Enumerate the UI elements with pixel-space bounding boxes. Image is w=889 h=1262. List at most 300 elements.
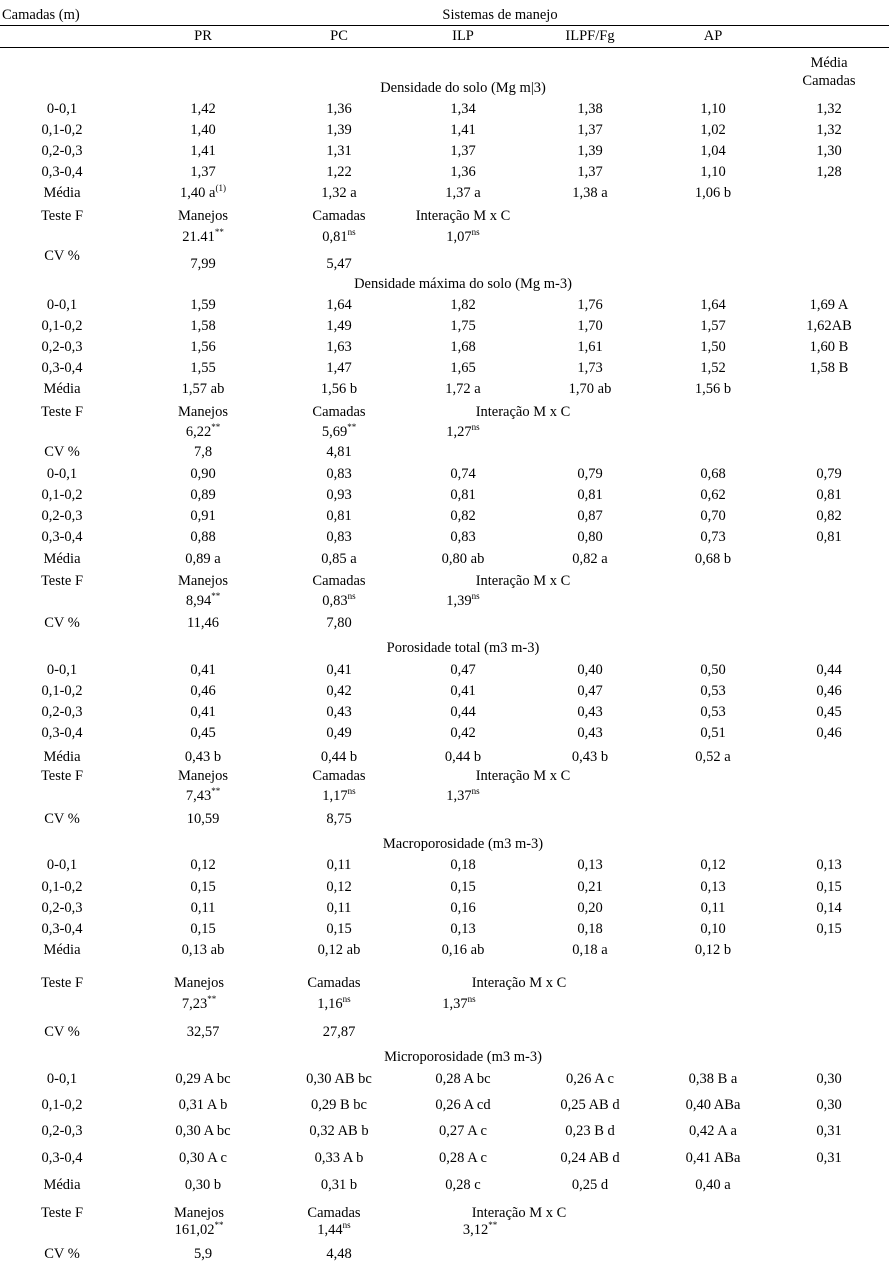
- ftest-camadas-value: [322, 788, 355, 804]
- media-label: Média: [43, 942, 81, 958]
- table-cell: 0,11: [326, 857, 352, 873]
- table-cell: 0,12: [190, 857, 216, 873]
- table-cell: 1,75: [450, 318, 476, 334]
- cv-value-manejos: 11,46: [186, 615, 220, 631]
- ftest-manejos-value: [182, 996, 216, 1012]
- mean-layers-header-1: Média: [810, 55, 848, 71]
- ftest-manejos-label: Manejos: [178, 573, 228, 589]
- col-header-ap: AP: [703, 28, 723, 44]
- table-cell: 1,42: [190, 101, 216, 117]
- media-value: 0,12 ab: [317, 942, 361, 958]
- table-cell: 0,15: [190, 921, 216, 937]
- media-cell: [185, 551, 220, 567]
- media-label: Média: [43, 749, 81, 765]
- ftest-manejos-value: [186, 788, 220, 804]
- table-cell: 0,68: [700, 466, 726, 482]
- value-text: 21.41: [182, 229, 215, 245]
- ftest-camadas-label: Camadas: [307, 975, 361, 991]
- table-cell: 0,45: [190, 725, 216, 741]
- ftest-camadas-value: [322, 424, 356, 440]
- table-cell: 0,41: [190, 704, 216, 720]
- table-cell: 0,26 A c: [566, 1071, 614, 1087]
- table-cell: 1,37: [577, 122, 603, 138]
- cv-value-manejos: 7,99: [190, 256, 216, 272]
- table-cell: 0,91: [190, 508, 216, 524]
- significance-mark: ns: [471, 422, 480, 433]
- media-cell: [182, 381, 225, 397]
- table-cell: 1,59: [190, 297, 216, 313]
- layer-mean-cell: 0,44: [816, 662, 842, 678]
- section-title-text: Densidade máxima do solo (Mg m-3): [354, 276, 572, 292]
- cv-value-camadas: 27,87: [322, 1024, 356, 1040]
- table-cell: 1,47: [326, 360, 352, 376]
- table-cell: 0,41: [190, 662, 216, 678]
- layer-label: 0,2-0,3: [41, 1123, 83, 1139]
- table-cell: 0,53: [700, 704, 726, 720]
- media-value: 0,43 b: [571, 749, 609, 765]
- cv-value-camadas: 8,75: [326, 811, 352, 827]
- cv-label: CV %: [44, 248, 80, 264]
- value-text: 0,83: [322, 593, 348, 609]
- table-cell: 1,37: [450, 143, 476, 159]
- layer-mean-cell: 0,79: [816, 466, 842, 482]
- layer-label: 0,1-0,2: [41, 122, 83, 138]
- table-cell: 0,24 AB d: [560, 1150, 620, 1166]
- table-cell: 0,13: [700, 879, 726, 895]
- table-cell: 0,28 A bc: [435, 1071, 491, 1087]
- table-cell: 1,82: [450, 297, 476, 313]
- layer-label: 0,1-0,2: [41, 683, 83, 699]
- significance-mark: ns: [347, 227, 356, 238]
- systems-header: Sistemas de manejo: [442, 7, 558, 23]
- layer-mean-cell: 1,60 B: [809, 339, 849, 355]
- table-cell: 0,30 AB bc: [306, 1071, 372, 1087]
- media-value: 0,82 a: [572, 551, 608, 567]
- ftest-interacao-value: [463, 1222, 497, 1238]
- layer-mean-cell: 0,31: [816, 1123, 842, 1139]
- table-cell: 0,44: [450, 704, 476, 720]
- layer-mean-cell: 0,30: [816, 1097, 842, 1113]
- table-cell: 0,12: [326, 879, 352, 895]
- table-cell: 0,26 A cd: [435, 1097, 491, 1113]
- cv-value-manejos: 7,8: [193, 444, 213, 460]
- table-cell: 1,04: [700, 143, 726, 159]
- layer-mean-cell: 1,58 B: [809, 360, 849, 376]
- table-cell: 0,15: [450, 879, 476, 895]
- table-cell: 0,30 A c: [179, 1150, 227, 1166]
- table-cell: 1,52: [700, 360, 726, 376]
- table-cell: 0,16: [450, 900, 476, 916]
- mean-layers-header-2: Camadas: [802, 73, 856, 89]
- col-header-pr: PR: [194, 28, 212, 44]
- cv-value-camadas: 4,48: [326, 1246, 352, 1262]
- ftest-interacao-value: [446, 424, 479, 440]
- ftest-manejos-label: Manejos: [178, 768, 228, 784]
- section-title: [354, 276, 572, 292]
- ftest-interacao-label: Interação M x C: [471, 975, 567, 991]
- table-cell: 0,42: [326, 683, 352, 699]
- table-cell: 1,36: [450, 164, 476, 180]
- table-cell: 0,42: [450, 725, 476, 741]
- cv-label: CV %: [44, 1024, 80, 1040]
- media-cell: [695, 551, 731, 567]
- value-text: 1,44: [317, 1222, 343, 1238]
- media-value: 0,40 a: [695, 1177, 731, 1193]
- table-cell: 1,39: [326, 122, 352, 138]
- table-cell: 0,20: [577, 900, 603, 916]
- table-cell: 1,41: [450, 122, 476, 138]
- layers-header: Camadas (m): [2, 7, 80, 23]
- table-cell: 0,79: [577, 466, 603, 482]
- header-rule: [0, 25, 889, 26]
- ftest-label: Teste F: [40, 573, 84, 589]
- table-cell: 0,81: [326, 508, 352, 524]
- layer-label: 0-0,1: [46, 1071, 78, 1087]
- media-label: Média: [43, 551, 81, 567]
- layer-mean-cell: 0,15: [816, 879, 842, 895]
- table-cell: 0,28 A c: [439, 1150, 487, 1166]
- table-cell: 0,40: [577, 662, 603, 678]
- cv-label: CV %: [44, 444, 80, 460]
- media-value: 1,57 ab: [181, 381, 225, 397]
- media-cell: [572, 942, 607, 958]
- layer-mean-cell: 0,46: [816, 725, 842, 741]
- table-cell: 0,43: [577, 725, 603, 741]
- table-cell: 0,40 ABa: [685, 1097, 741, 1113]
- media-value: 0,85 a: [321, 551, 357, 567]
- table-cell: 1,64: [700, 297, 726, 313]
- ftest-camadas-value: [317, 1222, 350, 1238]
- table-cell: 0,29 A bc: [175, 1071, 231, 1087]
- media-cell: [185, 749, 221, 765]
- ftest-camadas-label: Camadas: [312, 404, 366, 420]
- table-cell: 0,81: [577, 487, 603, 503]
- table-cell: 1,38: [577, 101, 603, 117]
- table-cell: 0,73: [700, 529, 726, 545]
- media-cell: [321, 381, 357, 397]
- col-header-ilpf: ILPF/Fg: [565, 28, 615, 44]
- section-title: [380, 80, 546, 96]
- table-cell: 0,51: [700, 725, 726, 741]
- cv-label: CV %: [44, 811, 80, 827]
- media-value: 0,25 d: [571, 1177, 609, 1193]
- value-text: 1,17: [322, 788, 348, 804]
- ftest-camadas-label: Camadas: [307, 1205, 361, 1221]
- cv-label: CV %: [44, 1246, 80, 1262]
- ftest-label: Teste F: [40, 404, 84, 420]
- table-cell: 1,64: [326, 297, 352, 313]
- media-cell: [695, 942, 731, 958]
- media-value: 0,43 b: [184, 749, 222, 765]
- media-cell: [445, 749, 481, 765]
- media-cell: [321, 749, 357, 765]
- section-title-text: Densidade do solo (Mg m|3): [380, 80, 546, 96]
- ftest-manejos-value: [186, 424, 220, 440]
- value-text: 1,39: [446, 593, 472, 609]
- header-bottom-rule: [0, 47, 889, 48]
- layer-mean-cell: 0,45: [816, 704, 842, 720]
- value-text: 1,37: [442, 996, 468, 1012]
- significance-mark: ns: [467, 994, 476, 1005]
- media-value: 1,72 a: [445, 381, 481, 397]
- ftest-camadas-value: [322, 593, 355, 609]
- table-cell: 0,23 B d: [565, 1123, 615, 1139]
- significance-mark: **: [488, 1220, 498, 1231]
- value-text: 3,12: [462, 1222, 489, 1238]
- table-cell: 1,70: [577, 318, 603, 334]
- table-cell: 0,81: [450, 487, 476, 503]
- section-title-text: Microporosidade (m3 m-3): [384, 1049, 542, 1065]
- significance-mark: **: [347, 422, 357, 433]
- layer-mean-cell: 1,62AB: [806, 318, 852, 334]
- table-cell: 0,47: [450, 662, 476, 678]
- layer-label: 0-0,1: [46, 662, 78, 678]
- cv-value-camadas: 7,80: [326, 615, 352, 631]
- table-cell: 1,10: [700, 101, 726, 117]
- table-cell: 1,34: [450, 101, 476, 117]
- media-cell: [445, 1177, 480, 1193]
- significance-mark: **: [211, 591, 221, 602]
- ftest-manejos-value: [182, 229, 224, 245]
- table-cell: 0,90: [190, 466, 216, 482]
- layer-label: 0,1-0,2: [41, 1097, 83, 1113]
- table-cell: 1,40: [190, 122, 216, 138]
- value-text: 0,81: [322, 229, 348, 245]
- layer-label: 0,3-0,4: [41, 725, 83, 741]
- media-value: 0,52 a: [695, 749, 731, 765]
- ftest-interacao-label: Interação M x C: [475, 768, 571, 784]
- layer-label: 0,2-0,3: [41, 900, 83, 916]
- media-value: 1,37 a: [445, 185, 481, 201]
- significance-mark: **: [211, 422, 221, 433]
- table-cell: 0,83: [326, 466, 352, 482]
- table-cell: 1,76: [577, 297, 603, 313]
- layer-label: 0,3-0,4: [41, 360, 83, 376]
- media-value: 0,68 b: [694, 551, 732, 567]
- media-value: 0,44 b: [444, 749, 482, 765]
- table-cell: 0,11: [190, 900, 216, 916]
- table-cell: 0,30 A bc: [175, 1123, 231, 1139]
- media-value: 1,56 b: [694, 381, 732, 397]
- layer-mean-cell: 0,82: [816, 508, 842, 524]
- table-cell: 0,15: [326, 921, 352, 937]
- significance-mark: **: [207, 994, 217, 1005]
- value-text: 6,22: [185, 424, 212, 440]
- layer-label: 0,1-0,2: [41, 879, 83, 895]
- significance-mark: ns: [471, 227, 480, 238]
- cv-label: CV %: [44, 615, 80, 631]
- media-cell: [445, 185, 480, 201]
- significance-mark: ns: [342, 994, 351, 1005]
- media-cell: [321, 551, 356, 567]
- section-title: [387, 640, 540, 656]
- layer-label: 0,3-0,4: [41, 529, 83, 545]
- layer-mean-cell: 0,81: [816, 529, 842, 545]
- layer-mean-cell: 0,14: [816, 900, 842, 916]
- table-cell: 0,21: [577, 879, 603, 895]
- table-cell: 0,89: [190, 487, 216, 503]
- table-cell: 0,31 A b: [178, 1097, 228, 1113]
- cv-value-manejos: 5,9: [193, 1246, 213, 1262]
- table-cell: 0,50: [700, 662, 726, 678]
- ftest-label: Teste F: [40, 208, 84, 224]
- media-cell: [572, 185, 607, 201]
- media-cell: [572, 551, 607, 567]
- layer-label: 0-0,1: [46, 297, 78, 313]
- media-cell: [695, 381, 731, 397]
- layer-mean-cell: 0,13: [816, 857, 842, 873]
- section-title: [383, 836, 543, 852]
- table-cell: 0,62: [700, 487, 726, 503]
- media-cell: [442, 551, 485, 567]
- media-value: 0,12 b: [694, 942, 732, 958]
- value-text: 7,23: [181, 996, 208, 1012]
- cv-value-manejos: 32,57: [186, 1024, 220, 1040]
- media-value: 0,31 b: [320, 1177, 358, 1193]
- table-cell: 1,58: [190, 318, 216, 334]
- value-text: 8,94: [185, 593, 212, 609]
- media-cell: [572, 749, 608, 765]
- cv-value-camadas: 5,47: [326, 256, 352, 272]
- value-text: 1,07: [446, 229, 472, 245]
- layer-mean-cell: 0,30: [816, 1071, 842, 1087]
- table-cell: 0,38 B a: [688, 1071, 738, 1087]
- ftest-manejos-value: [175, 1222, 224, 1238]
- table-cell: 1,56: [190, 339, 216, 355]
- table-cell: 1,57: [700, 318, 726, 334]
- media-value: 1,32 a: [321, 185, 357, 201]
- layer-mean-cell: 1,28: [816, 164, 842, 180]
- table-cell: 0,83: [450, 529, 476, 545]
- table-cell: 0,43: [577, 704, 603, 720]
- section-title: [384, 1049, 542, 1065]
- media-cell: [318, 942, 361, 958]
- table-cell: 0,80: [577, 529, 603, 545]
- layer-label: 0,2-0,3: [41, 704, 83, 720]
- table-cell: 0,74: [450, 466, 476, 482]
- table-cell: 0,93: [326, 487, 352, 503]
- media-value: 0,13 ab: [181, 942, 225, 958]
- ftest-camadas-value: [317, 996, 350, 1012]
- col-header-pc: PC: [330, 28, 348, 44]
- media-cell: [445, 381, 480, 397]
- table-cell: 0,11: [700, 900, 726, 916]
- table-cell: 1,41: [190, 143, 216, 159]
- layer-label: 0,3-0,4: [41, 164, 83, 180]
- layer-label: 0,1-0,2: [41, 318, 83, 334]
- media-value: 0,28 c: [445, 1177, 481, 1193]
- table-cell: 1,10: [700, 164, 726, 180]
- value-text: 5,69: [321, 424, 348, 440]
- media-value: 1,56 b: [320, 381, 358, 397]
- value-text: 1,16: [317, 996, 343, 1012]
- ftest-interacao-label: Interação M x C: [471, 1205, 567, 1221]
- table-cell: 0,13: [450, 921, 476, 937]
- media-cell: [695, 185, 731, 201]
- value-text: 161,02: [174, 1222, 215, 1238]
- media-value: 0,89 a: [185, 551, 221, 567]
- layer-label: 0,3-0,4: [41, 1150, 83, 1166]
- ftest-camadas-label: Camadas: [312, 573, 366, 589]
- table-cell: 1,50: [700, 339, 726, 355]
- ftest-interacao-value: [442, 996, 475, 1012]
- table-cell: 0,25 AB d: [560, 1097, 620, 1113]
- media-value: 1,70 ab: [568, 381, 612, 397]
- media-value: 0,18 a: [572, 942, 608, 958]
- ftest-manejos-label: Manejos: [178, 404, 228, 420]
- table-cell: 1,49: [326, 318, 352, 334]
- media-label: Média: [43, 185, 81, 201]
- media-label: Média: [43, 1177, 81, 1193]
- layer-label: 0-0,1: [46, 857, 78, 873]
- table-cell: 1,73: [577, 360, 603, 376]
- table-cell: 0,42 A a: [689, 1123, 737, 1139]
- table-cell: 1,63: [326, 339, 352, 355]
- ftest-manejos-label: Manejos: [174, 1205, 224, 1221]
- significance-mark: ns: [347, 786, 356, 797]
- ftest-interacao-value: [446, 229, 479, 245]
- media-value: 1,06 b: [694, 185, 732, 201]
- table-cell: 0,47: [577, 683, 603, 699]
- section-title-text: Macroporosidade (m3 m-3): [382, 836, 544, 852]
- value-text: 1,27: [446, 424, 472, 440]
- table-cell: 0,53: [700, 683, 726, 699]
- table-cell: 0,11: [326, 900, 352, 916]
- table-cell: 0,43: [326, 704, 352, 720]
- layer-label: 0-0,1: [46, 466, 78, 482]
- ftest-label: Teste F: [40, 1205, 84, 1221]
- ftest-label: Teste F: [40, 768, 84, 784]
- table-cell: 0,12: [700, 857, 726, 873]
- layer-mean-cell: 0,15: [816, 921, 842, 937]
- layer-mean-cell: 0,81: [816, 487, 842, 503]
- significance-mark: ns: [342, 1220, 351, 1231]
- section-title-text: Porosidade total (m3 m-3): [386, 640, 540, 656]
- value-text: 1,37: [446, 788, 472, 804]
- media-cell: [185, 1177, 221, 1193]
- table-cell: 1,37: [190, 164, 216, 180]
- layer-label: 0,3-0,4: [41, 921, 83, 937]
- significance-mark: ns: [471, 591, 480, 602]
- table-cell: 0,41: [326, 662, 352, 678]
- media-cell: [182, 942, 225, 958]
- table-cell: 1,55: [190, 360, 216, 376]
- ftest-manejos-value: [186, 593, 220, 609]
- table-cell: 0,83: [326, 529, 352, 545]
- table-cell: 1,22: [326, 164, 352, 180]
- media-cell: [569, 381, 612, 397]
- table-cell: 1,61: [577, 339, 603, 355]
- media-value: 1,38 a: [572, 185, 608, 201]
- layer-mean-cell: 1,69 A: [809, 297, 849, 313]
- value-text: 7,43: [185, 788, 212, 804]
- table-cell: 0,27 A c: [439, 1123, 487, 1139]
- cv-value-manejos: 10,59: [186, 811, 220, 827]
- ftest-camadas-label: Camadas: [312, 768, 366, 784]
- table-cell: 0,33 A b: [314, 1150, 364, 1166]
- media-cell: [572, 1177, 608, 1193]
- layer-mean-cell: 1,32: [816, 101, 842, 117]
- footnote-mark: (1): [215, 183, 226, 194]
- significance-mark: ns: [471, 786, 480, 797]
- media-label: Média: [43, 381, 81, 397]
- media-value: 0,30 b: [184, 1177, 222, 1193]
- table-cell: 0,41 ABa: [685, 1150, 741, 1166]
- table-cell: 0,41: [450, 683, 476, 699]
- significance-mark: **: [211, 786, 221, 797]
- media-cell: [442, 942, 485, 958]
- media-value: 1,40 a: [180, 185, 216, 201]
